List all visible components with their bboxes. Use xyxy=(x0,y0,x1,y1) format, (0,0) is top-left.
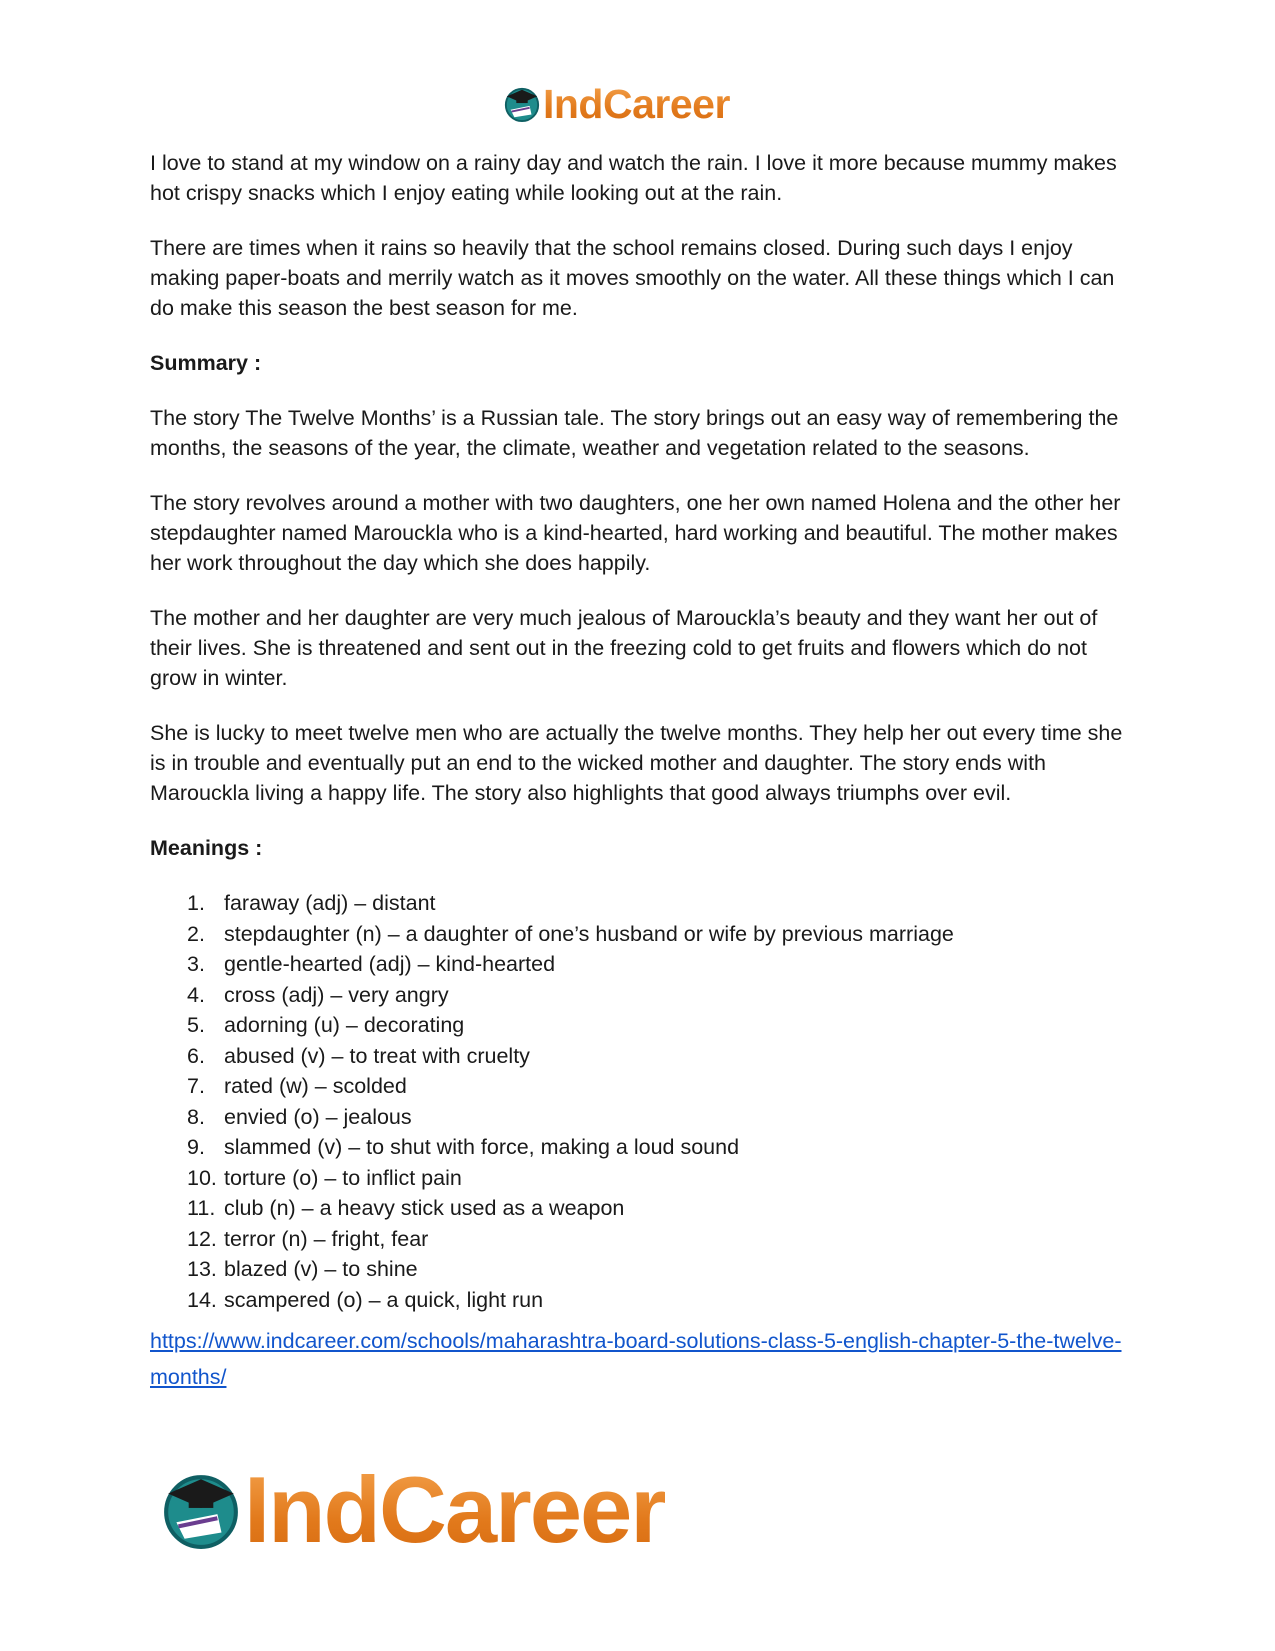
footer-logo xyxy=(160,1457,665,1562)
meanings-heading: Meanings : xyxy=(150,836,263,860)
intro-paragraph-2: There are times when it rains so heavily that the school remains closed. During such days I enjoy making paper-boats and merrily watch as it moves smoothly on the water. All these things which I can do make this season the best season for me. xyxy=(150,236,1115,320)
list-item: gentle-hearted (adj) – kind-hearted xyxy=(224,952,556,976)
brand-name: IndCareer xyxy=(543,80,730,127)
brand-name: IndCareer xyxy=(244,1457,665,1562)
list-item: adorning (u) – decorating xyxy=(224,1013,465,1037)
summary-paragraph-1: The story The Twelve Months’ is a Russian tale. The story brings out an easy way of remembering the months, the seasons of the year, the climate, weather and vegetation related to the seasons. xyxy=(150,406,1119,460)
header-logo xyxy=(503,82,730,126)
meanings-list xyxy=(150,888,1130,1315)
list-item: faraway (adj) – distant xyxy=(224,891,436,915)
source-link[interactable]: https://www.indcareer.com/schools/maharashtra-board-solutions-class-5-english-chapter-5-the-twelve-months/ xyxy=(150,1329,1122,1389)
list-item: club (n) – a heavy stick used as a weapon xyxy=(224,1196,625,1220)
document-body xyxy=(150,148,1130,1395)
list-item: abused (v) – to treat with cruelty xyxy=(224,1043,530,1068)
list-item: blazed (v) – to shine xyxy=(224,1257,418,1281)
summary-paragraph-4: She is lucky to meet twelve men who are actually the twelve months. They help her out every time she is in trouble and eventually put an end to the wicked mother and daughter. The story ends with Marouckla living a happy life. The story also highlights that good always triumphs over evil. xyxy=(150,721,1123,805)
list-item: scampered (o) – a quick, light run xyxy=(224,1287,544,1312)
list-item: slammed (v) – to shut with force, making a loud sound xyxy=(224,1135,740,1159)
list-item: terror (n) – fright, fear xyxy=(224,1226,429,1251)
list-item: torture (o) – to inflict pain xyxy=(224,1165,462,1190)
list-item: cross (adj) – very angry xyxy=(224,982,449,1007)
summary-heading: Summary : xyxy=(150,351,262,375)
list-item: rated (w) – scolded xyxy=(224,1074,407,1098)
list-item: envied (o) – jealous xyxy=(224,1104,412,1129)
graduation-globe-icon xyxy=(503,85,541,123)
summary-paragraph-3: The mother and her daughter are very much jealous of Marouckla’s beauty and they want her out of their lives. She is threatened and sent out in the freezing cold to get fruits and flowers which do not grow in winter. xyxy=(150,606,1098,690)
summary-paragraph-2: The story revolves around a mother with two daughters, one her own named Holena and the other her stepdaughter named Marouckla who is a kind-hearted, hard working and beautiful. The mother makes her work throughout the day which she does happily. xyxy=(150,491,1121,575)
intro-paragraph-1: I love to stand at my window on a rainy day and watch the rain. I love it more because mummy makes hot crispy snacks which I enjoy eating while looking out at the rain. xyxy=(150,151,1117,205)
list-item: stepdaughter (n) – a daughter of one’s husband or wife by previous marriage xyxy=(224,921,954,946)
graduation-globe-icon xyxy=(160,1469,242,1551)
